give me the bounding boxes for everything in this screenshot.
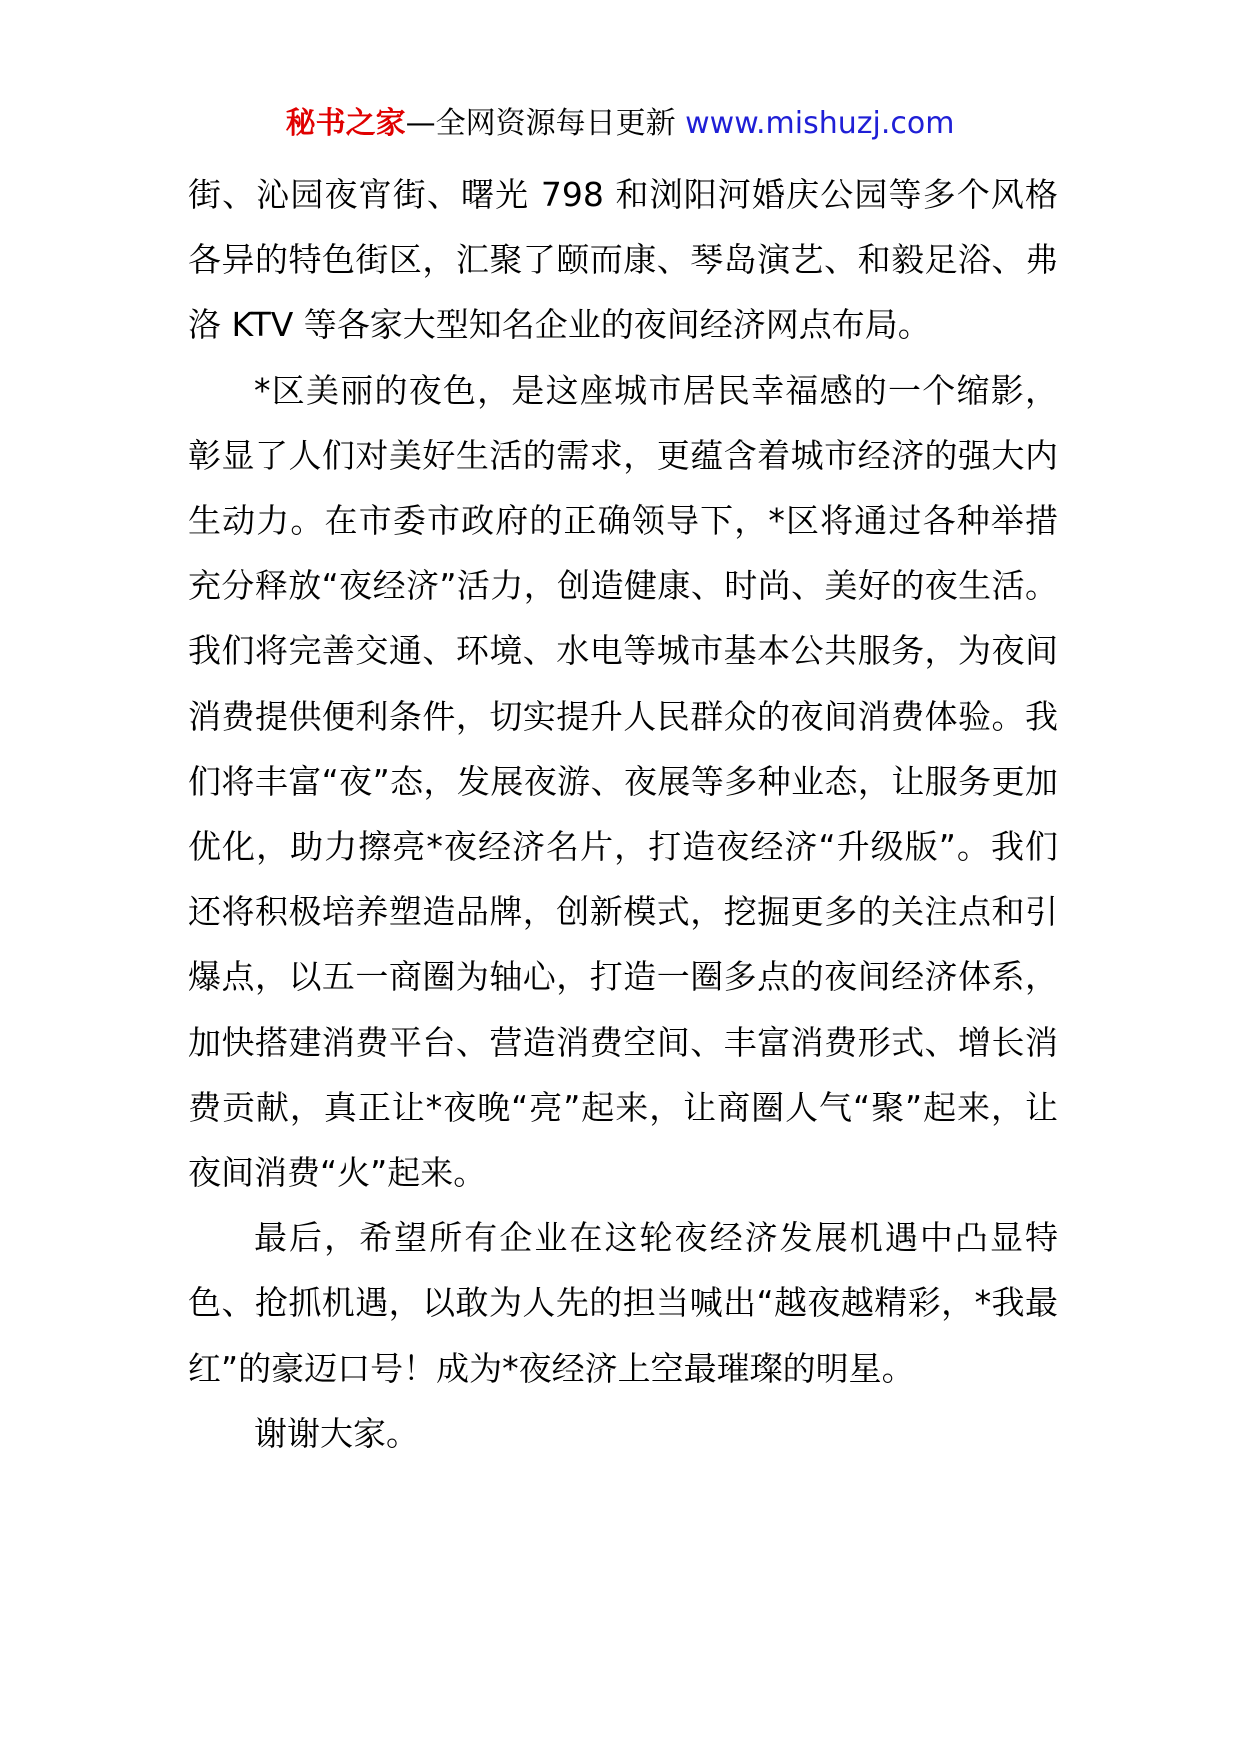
page-header bbox=[0, 100, 1240, 148]
brand-name: 秘书之家 bbox=[285, 106, 406, 141]
website-link[interactable]: www.mishuzj.com bbox=[685, 106, 955, 141]
header-slogan: —全网资源每日更新 bbox=[405, 106, 676, 141]
paragraph-night-economy-plan: *区美丽的夜色，是这座城市居民幸福感的一个缩影，彰显了人们对美好生活的需求，更蕴含着城市经济的强大内生动力。在市委市政府的正确领导下，*区将通过各种举措充分释放“夜经济”活力，创造健康、时尚、美好的夜生活。我们将完善交通、环境、水电等城市基本公共服务，为夜间消费提供便利条件，切实提升人民群众的夜间消费体验。我们将丰富“夜”态，发展夜游、夜展等多种业态，让服务更加优化，助力擦亮*夜经济名片，打造夜经济“升级版”。我们还将积极培养塑造品牌，创新模式，挖掘更多的关注点和引爆点，以五一商圈为轴心，打造一圈多点的夜间经济体系，加快搭建消费平台、营造消费空间、丰富消费形式、增长消费贡献，真正让*夜晚“亮”起来，让商圈人气“聚”起来，让夜间消费“火”起来。 bbox=[188, 370, 1058, 1193]
document-body bbox=[188, 162, 1058, 1466]
paragraph-continued: 街、沁园夜宵街、曙光 798 和浏阳河婚庆公园等多个风格各异的特色街区，汇聚了颐而康、琴岛演艺、和毅足浴、弗洛 KTV 等各家大型知名企业的夜间经济网点布局。 bbox=[188, 175, 1058, 345]
paragraph-closing-hope: 最后，希望所有企业在这轮夜经济发展机遇中凸显特色、抢抓机遇，以敢为人先的担当喊出“越夜越精彩，*我最红”的豪迈口号！成为*夜经济上空最璀璨的明星。 bbox=[188, 1218, 1058, 1388]
paragraph-thanks: 谢谢大家。 bbox=[254, 1413, 419, 1453]
